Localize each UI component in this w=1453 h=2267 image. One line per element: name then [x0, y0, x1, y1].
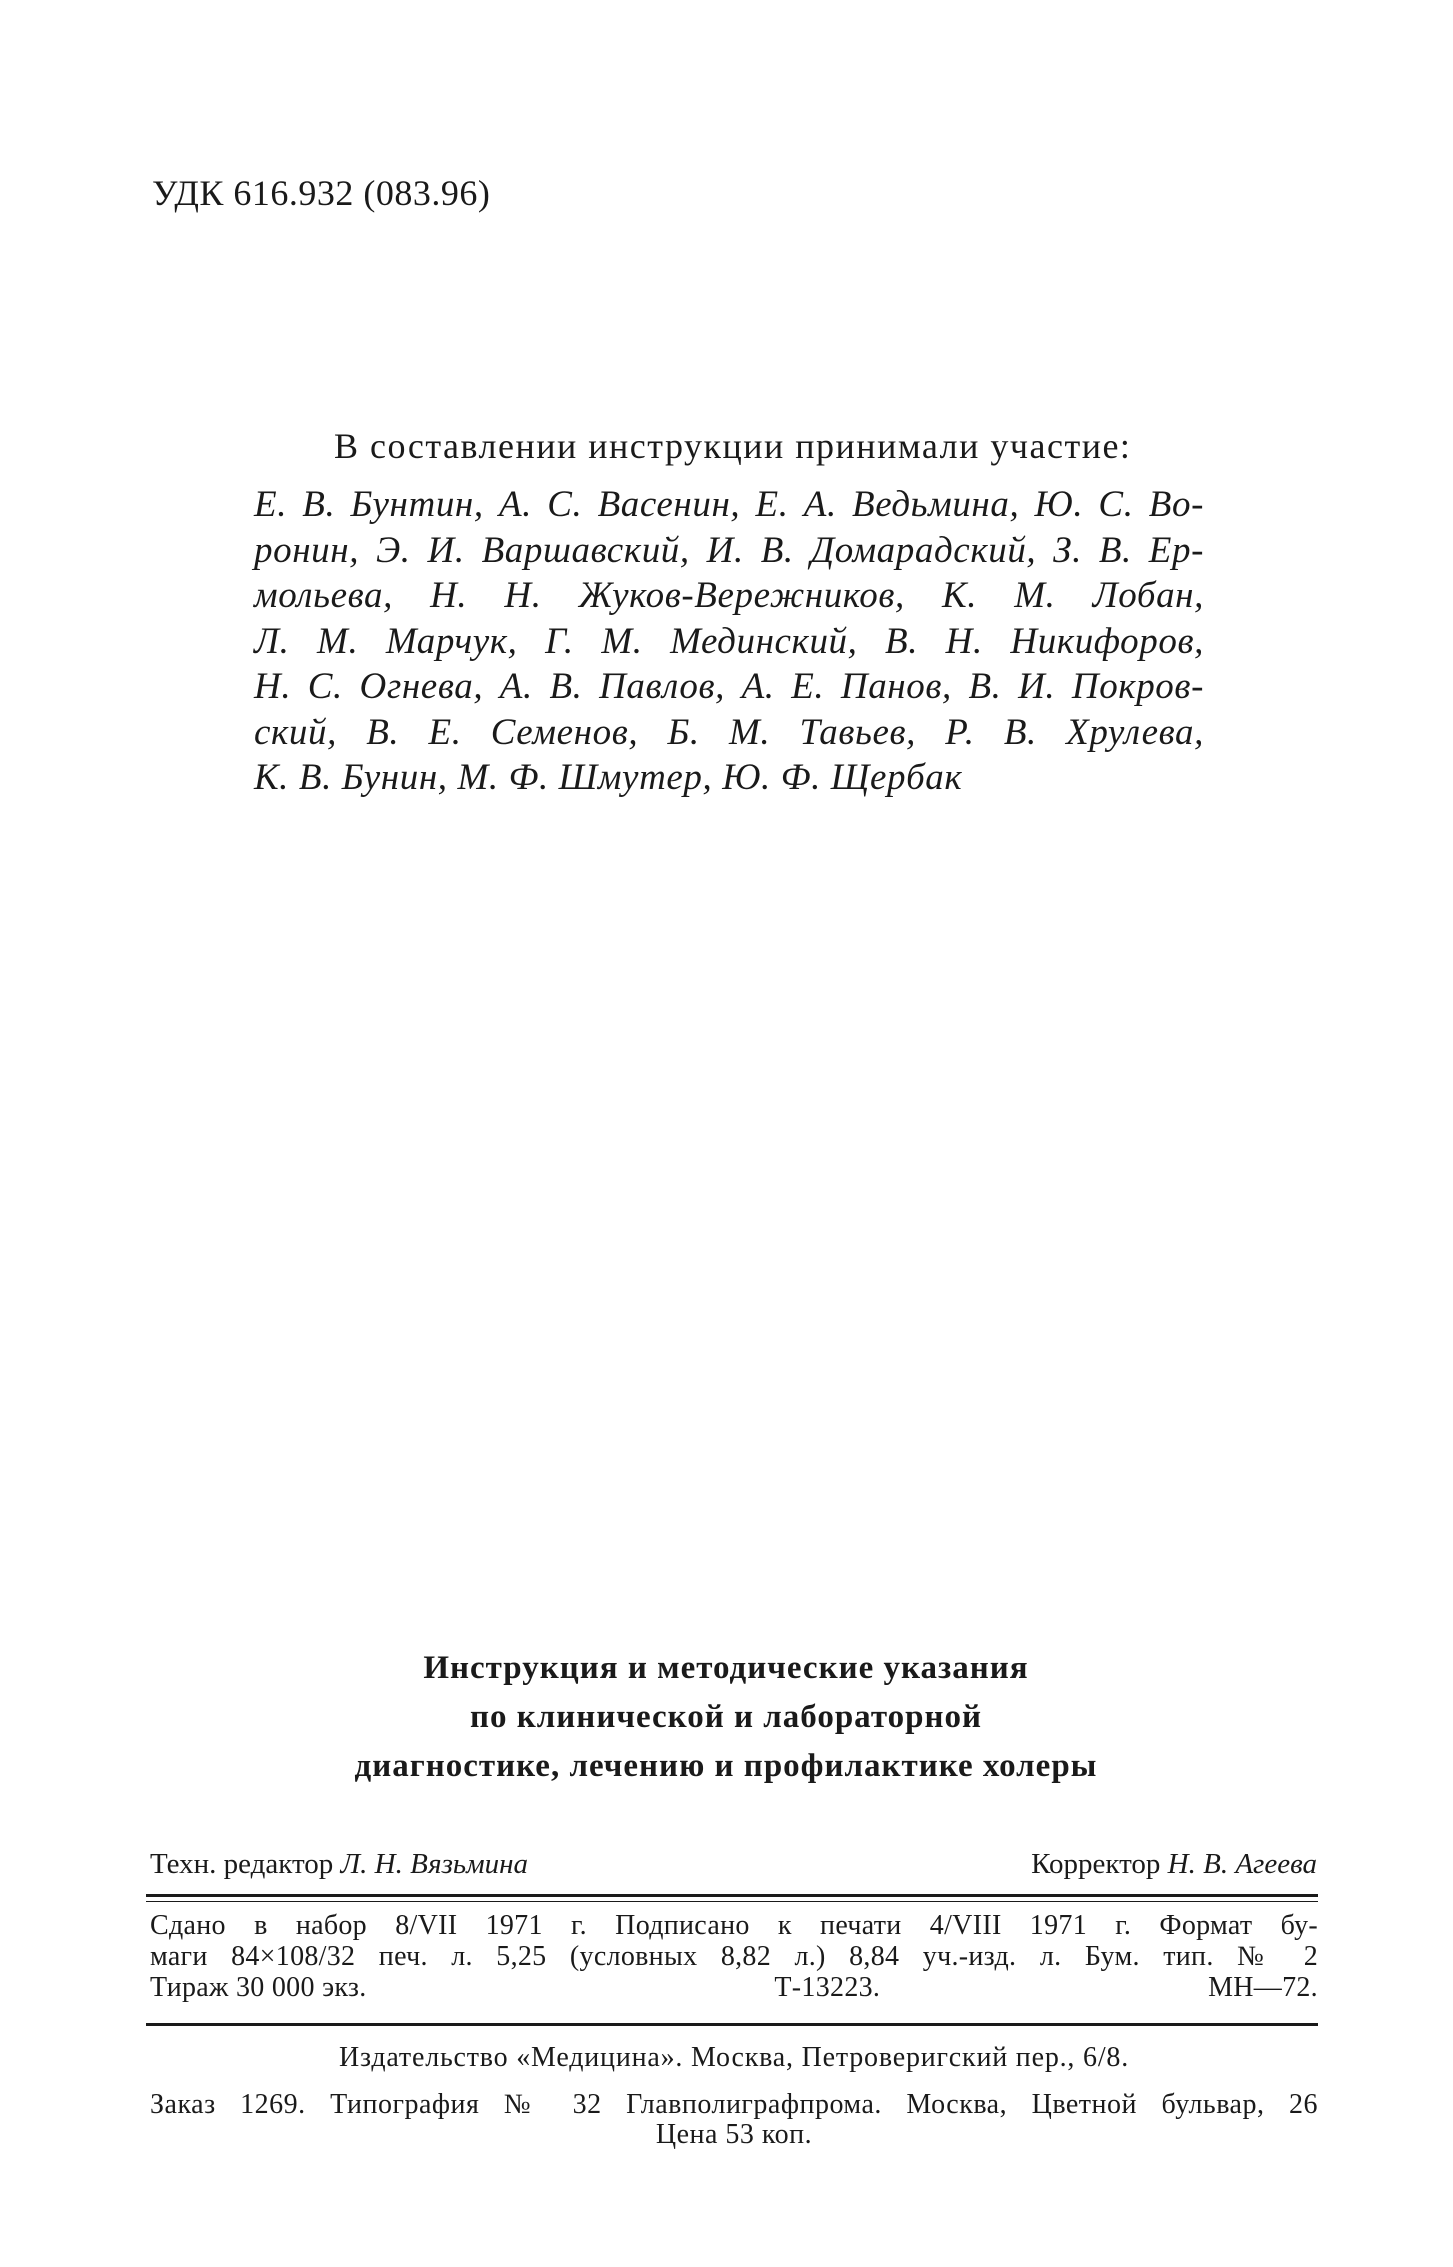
print-run: Тираж 30 000 экз.	[150, 1972, 367, 2003]
censor-code: Т-13223.	[774, 1972, 881, 2003]
tech-editor-label: Техн. редактор	[150, 1848, 334, 1880]
title-line: диагностике, лечению и профилактике холеры	[354, 1748, 1098, 1784]
editors-row	[150, 1848, 1317, 1881]
imprint-block	[150, 1910, 1318, 2003]
contributors-line: ский, В. Е. Семенов, Б. М. Тавьев, Р. В. Хрулева,	[254, 711, 1204, 753]
tech-editor-name: Л. Н. Вязьмина	[340, 1848, 529, 1880]
printing-house: Заказ 1269. Типография № 32 Главполиграфпрома. Москва, Цветной бульвар, 26	[150, 2089, 1318, 2120]
divider-rule	[146, 1894, 1318, 1897]
mn-code: МН—72.	[1208, 1972, 1318, 2003]
imprint-line: Сдано в набор 8/VII 1971 г. Подписано к печати 4/VIII 1971 г. Формат бу-	[150, 1910, 1318, 1941]
udk-code: УДК 616.932 (083.96)	[152, 173, 491, 213]
order-info	[150, 2090, 1318, 2150]
title-line: по клинической и лабораторной	[470, 1699, 982, 1735]
divider-rule	[146, 1901, 1318, 1902]
publisher-info: Издательство «Медицина». Москва, Петроверигский пер., 6/8.	[339, 2042, 1129, 2073]
tech-editor	[150, 1848, 528, 1881]
imprint-line: маги 84×108/32 печ. л. 5,25 (условных 8,82 л.) 8,84 уч.-изд. л. Бум. тип. № 2	[150, 1941, 1318, 1972]
contributors-line: К. В. Бунин, М. Ф. Шмутер, Ю. Ф. Щербак	[254, 757, 963, 798]
price: Цена 53 коп.	[655, 2119, 813, 2150]
contributors-list	[254, 482, 1204, 801]
corrector-name: Н. В. Агеева	[1167, 1848, 1317, 1880]
corrector-label: Корректор	[1031, 1848, 1161, 1880]
divider-rule	[146, 2023, 1318, 2026]
imprint-tirazh-row	[150, 1972, 1318, 2003]
contributors-line: Л. М. Марчук, Г. М. Мединский, В. Н. Никифоров,	[254, 620, 1204, 662]
contributors-heading: В составлении инструкции принимали участие:	[334, 426, 1132, 466]
title-line: Инструкция и методические указания	[423, 1650, 1029, 1686]
corrector	[1031, 1848, 1317, 1881]
contributors-line: Е. В. Бунтин, А. С. Васенин, Е. А. Ведьмина, Ю. С. Во-	[254, 484, 1204, 525]
contributors-line: Н. С. Огнева, А. В. Павлов, А. Е. Панов, В. И. Покров-	[254, 666, 1204, 707]
contributors-line: ронин, Э. И. Варшавский, И. В. Домарадский, З. В. Ер-	[254, 529, 1204, 571]
contributors-line: мольева, Н. Н. Жуков-Вережников, К. М. Лобан,	[254, 575, 1204, 616]
book-title	[226, 1644, 1226, 1791]
